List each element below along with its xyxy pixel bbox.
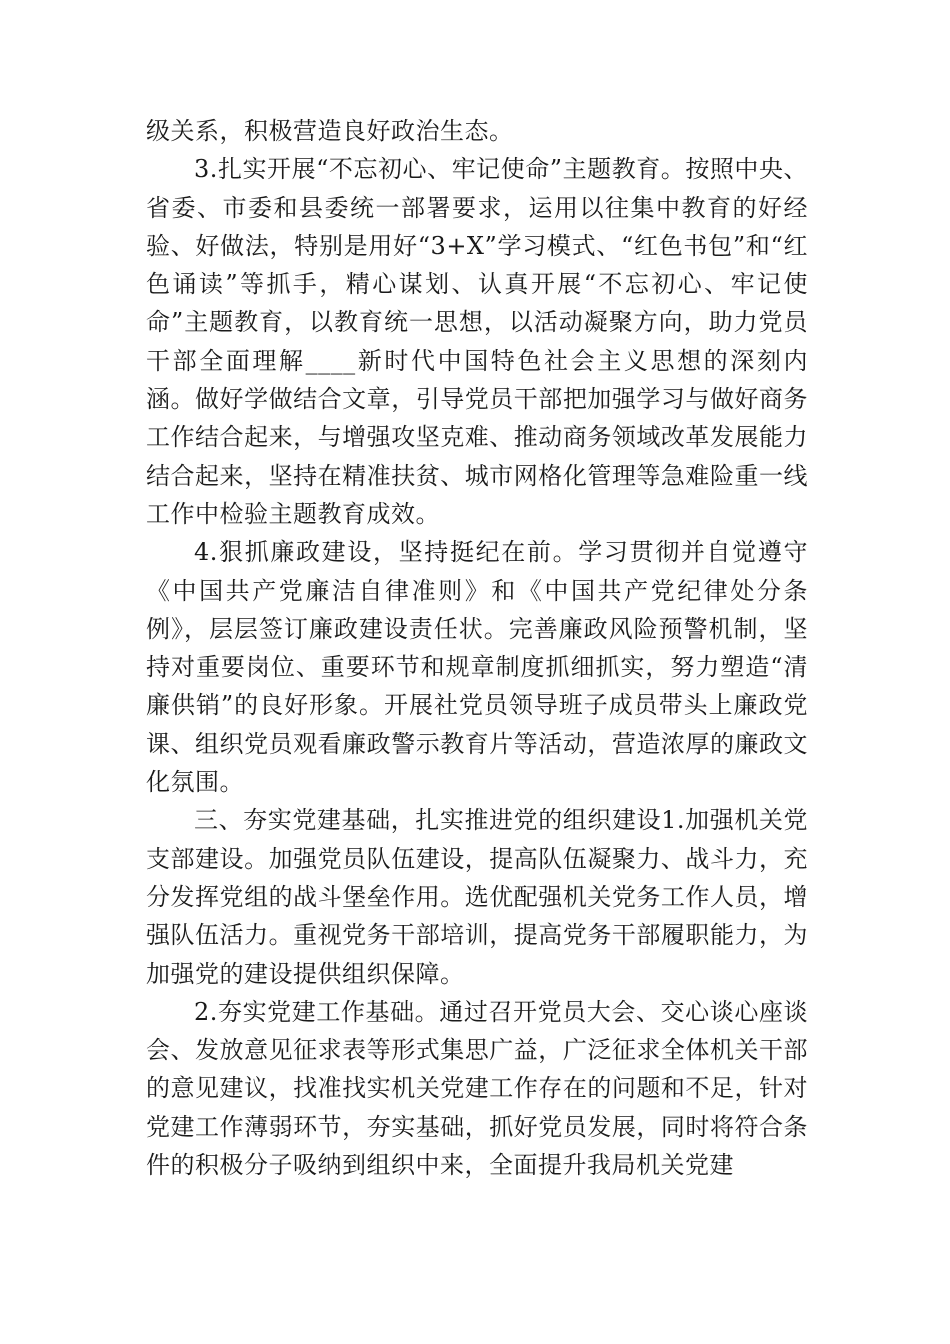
document-body [146, 112, 808, 1184]
paragraph-3: 4.狠抓廉政建设，坚持挺纪在前。学习贯彻并自觉遵守《中国共产党廉洁自律准则》和《中国共产党纪律处分条例》，层层签订廉政建设责任状。完善廉政风险预警机制，坚持对重要岗位、重要环节和规章制度抓细抓实，努力塑造“清廉供销”的良好形象。开展社党员领导班子成员带头上廉政党课、组织党员观看廉政警示教育片等活动，营造浓厚的廉政文化氛围。 [146, 538, 808, 797]
paragraph-4: 三、夯实党建基础，扎实推进党的组织建设1.加强机关党支部建设。加强党员队伍建设，提高队伍凝聚力、战斗力，充分发挥党组的战斗堡垒作用。选优配强机关党务工作人员，增强队伍活力。重视党务干部培训，提高党务干部履职能力，为加强党的建设提供组织保障。 [146, 806, 808, 988]
paragraph-1: 级关系，积极营造良好政治生态。 [146, 117, 514, 145]
paragraph-2: 3.扎实开展“不忘初心、牢记使命”主题教育。按照中央、省委、市委和县委统一部署要求，运用以往集中教育的好经验、好做法，特别是用好“3+X”学习模式、“红色书包”和“红色诵读”等抓手，精心谋划、认真开展“不忘初心、牢记使命”主题教育，以教育统一思想，以活动凝聚方向，助力党员干部全面理解____新时代中国特色社会主义思想的深刻内涵。做好学做结合文章，引导党员干部把加强学习与做好商务工作结合起来，与增强攻坚克难、推动商务领域改革发展能力结合起来，坚持在精准扶贫、城市网格化管理等急难险重一线工作中检验主题教育成效。 [146, 155, 808, 528]
paragraph-5: 2.夯实党建工作基础。通过召开党员大会、交心谈心座谈会、发放意见征求表等形式集思广益，广泛征求全体机关干部的意见建议，找准找实机关党建工作存在的问题和不足，针对党建工作薄弱环节，夯实基础，抓好党员发展，同时将符合条件的积极分子吸纳到组织中来，全面提升我局机关党建 [146, 997, 808, 1180]
